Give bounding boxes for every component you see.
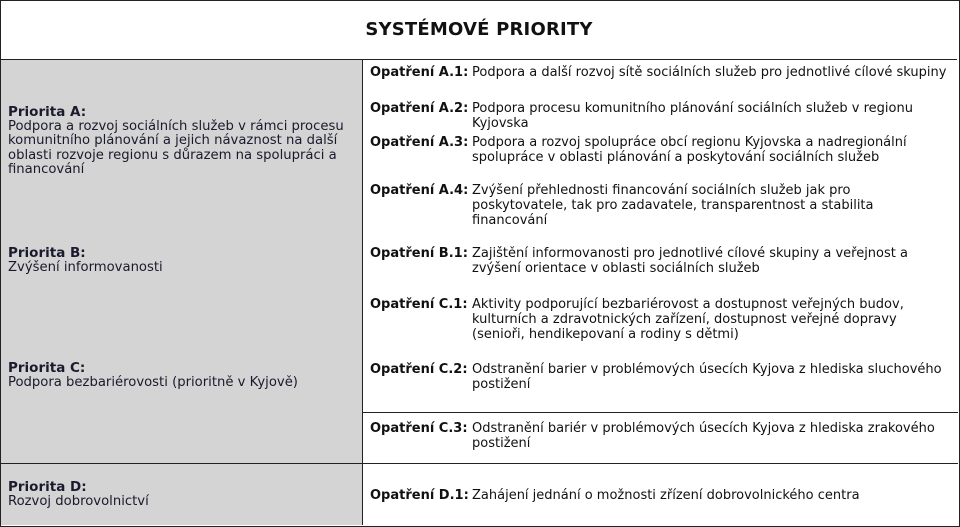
priority-b-title: Priorita B: [8, 245, 86, 261]
measure-c3-label: Opatření C.3: [370, 421, 468, 436]
priority-c [8, 361, 358, 390]
priority-d-title: Priorita D: [8, 479, 87, 495]
measure-c1 [370, 297, 950, 342]
row-divider [362, 463, 958, 464]
priority-d-text: Rozvoj dobrovolnictví [8, 493, 149, 509]
measure-a1-label: Opatření A.1: [370, 65, 469, 80]
measure-c2-text: Odstranění barier v problémových úsecích Kyjova z hlediska sluchového postižení [472, 362, 942, 392]
priority-a-title: Priorita A: [8, 104, 87, 120]
measure-a1 [370, 65, 950, 80]
measure-d1 [370, 488, 950, 503]
measure-a2-label: Opatření A.2: [370, 101, 469, 116]
priority-c-title: Priorita C: [8, 360, 86, 376]
priority-d [8, 480, 358, 509]
page-title: SYSTÉMOVÉ PRIORITY [365, 19, 593, 40]
priority-b [8, 246, 358, 275]
measure-a3-label: Opatření A.3: [370, 135, 469, 150]
measure-c3 [370, 421, 950, 451]
priority-c-text: Podpora bezbariérovosti (prioritně v Kyjově) [8, 374, 298, 390]
measure-c3-text: Odstranění bariér v problémových úsecích Kyjova z hlediska zrakového postižení [472, 421, 935, 451]
title-row [1, 1, 957, 60]
priority-a-text: Podpora a rozvoj sociálních služeb v rámci procesu komunitního plánování a jejich návaznost na další oblasti rozvoje regionu s důrazem na spolupráci a financování [8, 118, 344, 177]
measure-b1-text: Zajištění informovanosti pro jednotlivé cílové skupiny a veřejnost a zvýšení orientace v oblasti sociálních služeb [472, 246, 908, 276]
measure-c2 [370, 362, 950, 392]
measure-c1-text: Aktivity podporující bezbariérovost a dostupnost veřejných budov, kulturních a zdravotnických zařízení, dostupnost veřejné dopravy (senioři, hendikepovaní a rodiny s dětmi) [472, 297, 904, 342]
measure-c2-label: Opatření C.2: [370, 362, 468, 377]
measure-d1-label: Opatření D.1: [370, 488, 469, 503]
measure-a4 [370, 183, 950, 228]
measure-a2-text: Podpora procesu komunitního plánování sociálních služeb v regionu Kyjovska [472, 101, 913, 131]
measure-a3 [370, 135, 950, 165]
measure-b1 [370, 246, 950, 276]
priority-a [8, 105, 358, 178]
measure-d1-text: Zahájení jednání o možnosti zřízení dobrovolnického centra [472, 488, 860, 503]
priority-b-text: Zvýšení informovanosti [8, 259, 163, 275]
measure-a4-label: Opatření A.4: [370, 183, 469, 198]
measure-a4-text: Zvýšení přehlednosti financování sociálních služeb jak pro poskytovatele, tak pro zadavatele, transparentnost a stabilita financování [472, 183, 874, 228]
measure-a1-text: Podpora a další rozvoj sítě sociálních služeb pro jednotlivé cílové skupiny [472, 65, 947, 80]
measure-a2 [370, 101, 950, 131]
row-divider [362, 412, 958, 413]
measure-a3-text: Podpora a rozvoj spolupráce obcí regionu Kyjovska a nadregionální spolupráce v oblasti plánování a poskytování sociálních služeb [472, 135, 907, 165]
measure-c1-label: Opatření C.1: [370, 297, 468, 312]
measure-b1-label: Opatření B.1: [370, 246, 468, 261]
